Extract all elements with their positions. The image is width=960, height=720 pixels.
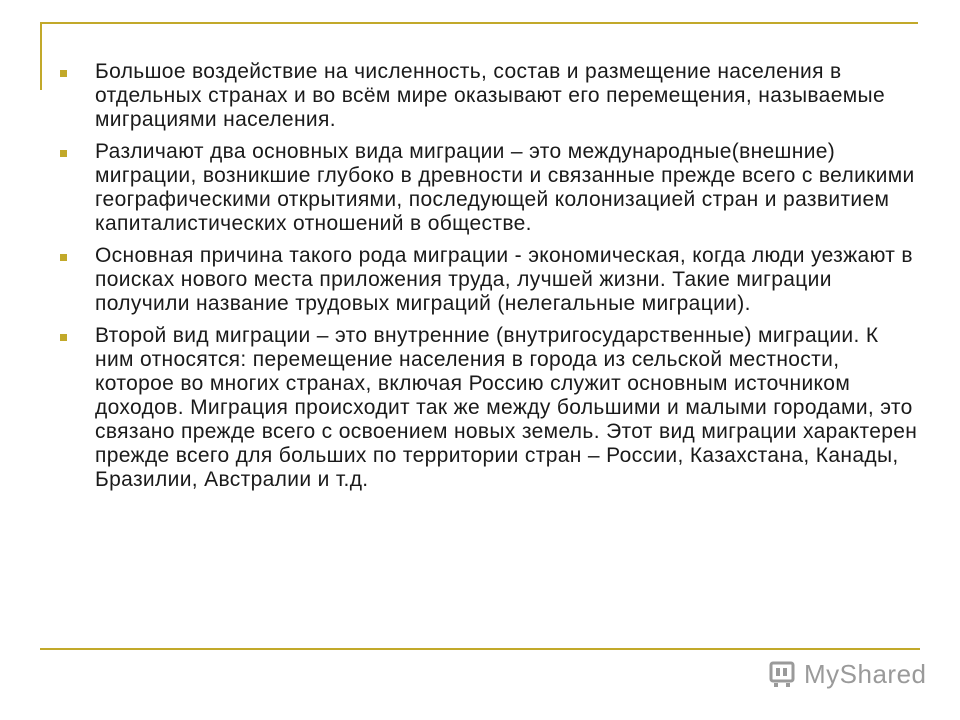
bullet-text: Различают два основных вида миграции – это международные(внешние) миграции, возникшие глубоко в древности и связанные прежде всего с великими географическими открытиями, последующей колонизацией стран и развитием капиталистических отношений в обществе. [95,140,915,235]
slide-content [58,60,918,500]
watermark-logo [768,656,927,692]
bullet-item [58,324,918,492]
mybrand-icon [768,659,798,689]
bullet-item [58,60,918,132]
bullet-text: Большое воздействие на численность, состав и размещение населения в отдельных странах и во всём мире оказывают его перемещения, называемые миграциями населения. [95,60,886,131]
bullet-item [58,244,918,316]
bullet-square-icon [60,254,67,261]
frame-top-line [40,22,918,24]
bullet-square-icon [60,70,67,77]
bullet-item [58,140,918,236]
bullet-square-icon [60,334,67,341]
bullet-list [58,60,918,492]
frame-bottom-line [40,648,920,650]
frame-left-line [40,22,42,90]
bullet-text: Второй вид миграции – это внутренние (внутригосударственные) миграции. К ним относятся: перемещение населения в города из сельской местности, которое во многих странах, включая Россию служит основным источником доходов. Миграция происходит так же между большими и малыми городами, это связано прежде всего с освоением новых земель. Этот вид миграции характерен прежде всего для больших по территории стран – России, Казахстана, Канады, Бразилии, Австралии и т.д. [95,324,918,491]
bullet-square-icon [60,150,67,157]
bullet-text: Основная причина такого рода миграции - экономическая, когда люди уезжают в поисках нового места приложения труда, лучшей жизни. Такие миграции получили название трудовых миграций (нелегальные миграции). [95,244,913,315]
watermark-text: MyShared [804,658,927,689]
